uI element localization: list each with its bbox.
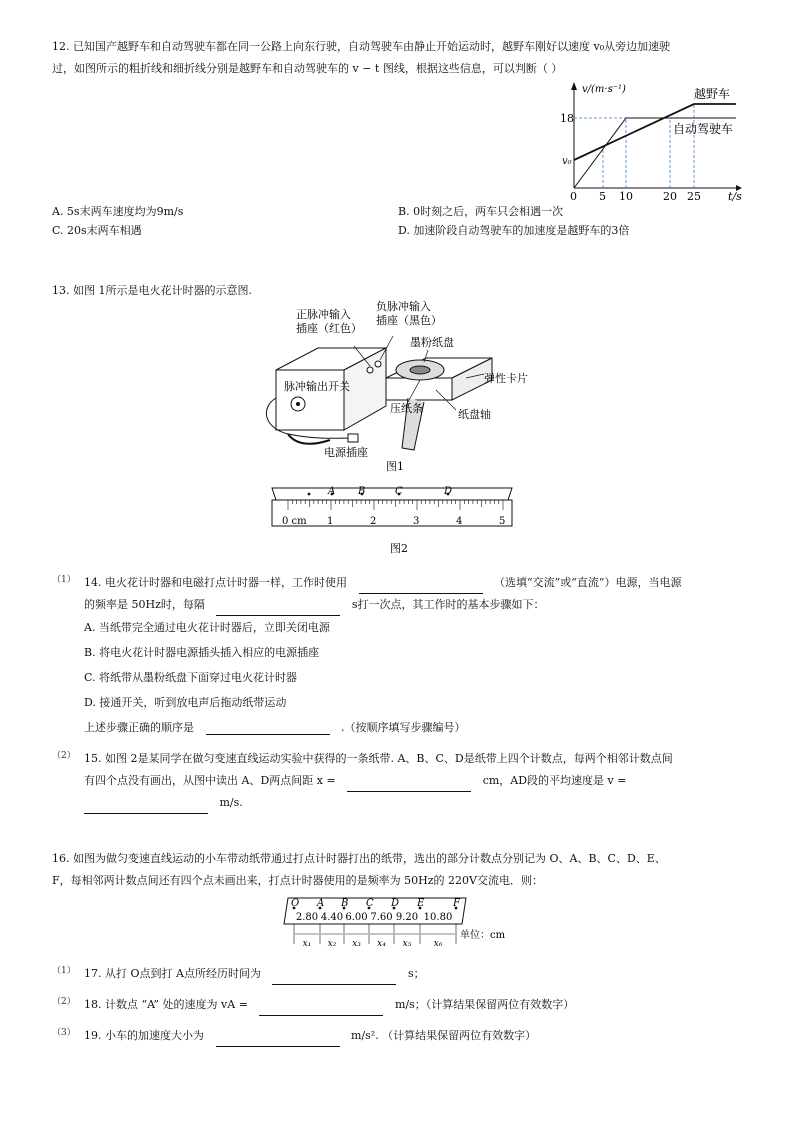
q13-intro: 13. 如图 1所示是电火花计时器的示意图. (52, 284, 252, 297)
tape-span-label: x₃ (352, 939, 361, 949)
fig1-caption: 图1 (386, 460, 404, 473)
tape-value: 4.40 (320, 912, 344, 923)
tape-span-label: x₄ (377, 939, 386, 949)
q15-subnum: （2） (52, 751, 76, 761)
q15-blank-velocity[interactable] (84, 799, 208, 814)
q19-line (84, 1025, 536, 1047)
vt-label-auto: 自动驾驶车 (673, 122, 734, 136)
tape-point-label: F (453, 898, 460, 909)
q18-line (84, 994, 574, 1016)
q17-a: 17. 从打 O点到打 A点所经历时间为 (84, 967, 261, 980)
q18-a: 18. 计数点 “A” 处的速度为 vA = (84, 998, 248, 1011)
q16-line2: F，每相邻两计数点间还有四个点未画出来，打点计时器使用的是频率为 50Hz的 220V交流电．则： (52, 874, 543, 887)
vt-xlabel: t/s (728, 190, 742, 203)
ruler-5: 5 (499, 516, 506, 527)
q17-line (84, 963, 425, 985)
tape-value: 6.00 (345, 912, 368, 923)
label-press-strip: 压纸条 (390, 402, 423, 415)
vt-yv0: v₀ (562, 156, 572, 167)
tape-point-d: D (444, 486, 453, 497)
q19-blank[interactable] (216, 1032, 340, 1047)
vt-label-offroad: 越野车 (694, 87, 731, 101)
q14-stem (84, 572, 764, 616)
label-pos-input: 正脉冲输入 (296, 308, 351, 321)
q18-blank[interactable] (259, 1001, 383, 1016)
tape-point-label: C (366, 898, 374, 909)
q17-b: s； (407, 967, 425, 980)
tape-span-label: x₂ (327, 939, 337, 949)
tape-point-label: D (391, 898, 400, 909)
q12-option-b[interactable]: B. 0时刻之后，两车只会相遇一次 (398, 205, 564, 218)
vt-y18: 18 (560, 112, 574, 125)
tape-point-label: B (341, 898, 349, 909)
q14-order-b: .（按顺序填写步骤编号） (341, 721, 466, 734)
tape-value: 9.20 (395, 912, 419, 923)
ruler-2: 2 (370, 516, 377, 527)
tape-span-label: x₁ (302, 939, 312, 949)
vt-x20: 20 (663, 190, 677, 203)
q14-blank-current-type[interactable] (359, 579, 483, 594)
vt-ylabel: v/(m·s⁻¹) (582, 84, 626, 95)
ruler-3: 3 (413, 516, 420, 527)
q17-blank[interactable] (272, 970, 396, 985)
tape-point-b: B (358, 486, 366, 497)
fig2-caption: 图2 (390, 542, 408, 555)
q14-step-b: B. 将电火花计时器电源插头插入相应的电源插座 (84, 646, 320, 659)
q15-line2b: cm，AD段的平均速度是 v = (482, 774, 627, 787)
q15-line2a: 有四个点没有画出，从图中读出 A、D两点间距 x = (84, 774, 336, 787)
q19-subnum: （3） (52, 1028, 76, 1038)
q12-line1: 12. 已知国产越野车和自动驾驶车都在同一公路上向东行驶，自动驾驶车由静止开始运动时，越野车刚好以速度 v₀从旁边加速驶 (52, 40, 671, 53)
q12-stem (52, 36, 752, 80)
q19-b: m/s². （计算结果保留两位有效数字） (351, 1029, 537, 1042)
tape-value: 10.80 (423, 912, 453, 923)
q12-option-c[interactable]: C. 20s末两车相遇 (52, 224, 142, 237)
tape-value: 2.80 (295, 912, 319, 923)
vt-graph (556, 78, 746, 206)
label-power-socket: 电源插座 (324, 446, 368, 459)
ruler-1: 1 (327, 516, 334, 527)
q14-step-a: A. 当纸带完全通过电火花计时器后，立即关闭电源 (84, 621, 330, 634)
q14-blank-period[interactable] (216, 601, 340, 616)
q14-blank-order[interactable] (206, 720, 330, 735)
q14-line1b: （选填“交流”或“直流”）电源，当电源 (494, 576, 682, 589)
tape-figure (280, 894, 520, 952)
q19-a: 19. 小车的加速度大小为 (84, 1029, 204, 1042)
q14-line2a: 的频率是 50Hz时，每隔 (84, 598, 205, 611)
q15-blank-distance[interactable] (347, 777, 471, 792)
tape-span-label: x₅ (402, 939, 412, 949)
vt-x10: 10 (619, 190, 633, 203)
vt-x0: 0 (570, 190, 577, 203)
tape-point-label: A (317, 898, 325, 909)
label-pulse-switch: 脉冲输出开关 (284, 380, 350, 393)
ruler-4: 4 (456, 516, 463, 527)
q15-line3b: m/s. (219, 796, 243, 809)
q14-step-d: D. 接通开关，听到放电声后拖动纸带运动 (84, 696, 287, 709)
label-elastic-card: 弹性卡片 (484, 372, 528, 385)
label-paper-axis: 纸盘轴 (458, 408, 491, 421)
vt-x5: 5 (599, 190, 606, 203)
label-ink-disc: 墨粉纸盘 (410, 336, 454, 349)
ruler-0cm: 0 cm (282, 516, 307, 527)
label-pos-socket: 插座（红色） (296, 322, 362, 335)
q14-line1a: 14. 电火花计时器和电磁打点计时器一样，工作时使用 (84, 576, 347, 589)
label-neg-input: 负脉冲输入 (376, 300, 431, 313)
ruler-tape-figure (262, 480, 532, 560)
tape-point-c: C (395, 486, 403, 497)
q14-step-c: C. 将纸带从墨粉纸盘下面穿过电火花计时器 (84, 671, 298, 684)
tape-span-label: x₆ (433, 939, 443, 949)
spark-timer-figure (258, 298, 548, 478)
q15-stem (84, 748, 764, 814)
q18-subnum: （2） (52, 997, 76, 1007)
q14-subnum: （1） (52, 575, 76, 585)
q15-line1: 15. 如图 2是某同学在做匀变速直线运动实验中获得的一条纸带. A、B、C、D是纸带上四个计数点，每两个相邻计数点间 (84, 752, 673, 765)
q14-order-line (84, 719, 466, 735)
vt-x25: 25 (687, 190, 701, 203)
tape-unit: 单位：cm (460, 930, 506, 941)
q17-subnum: （1） (52, 966, 76, 976)
tape-point-label: E (417, 898, 425, 909)
q12-option-d[interactable]: D. 加速阶段自动驾驶车的加速度是越野车的3倍 (398, 224, 630, 237)
tape-point-label: O (291, 898, 300, 909)
q18-b: m/s；（计算结果保留两位有效数字） (394, 998, 575, 1011)
tape-point-a: A (328, 486, 336, 497)
q12-option-a[interactable]: A. 5s末两车速度均为9m/s (52, 205, 184, 218)
q12-line2: 过，如图所示的粗折线和细折线分别是越野车和自动驾驶车的 v − t 图线，根据这些信息，可以判断（ ） (52, 62, 563, 75)
q14-order-a: 上述步骤正确的顺序是 (84, 721, 194, 734)
q14-line2b: s打一次点，其工作时的基本步骤如下： (351, 598, 545, 611)
tape-value: 7.60 (370, 912, 393, 923)
q16-stem (52, 848, 752, 892)
q16-line1: 16. 如图为做匀变速直线运动的小车带动纸带通过打点计时器打出的纸带，选出的部分计数点分别记为 O、A、B、C、D、E、 (52, 852, 666, 865)
label-neg-socket: 插座（黑色） (376, 314, 442, 327)
